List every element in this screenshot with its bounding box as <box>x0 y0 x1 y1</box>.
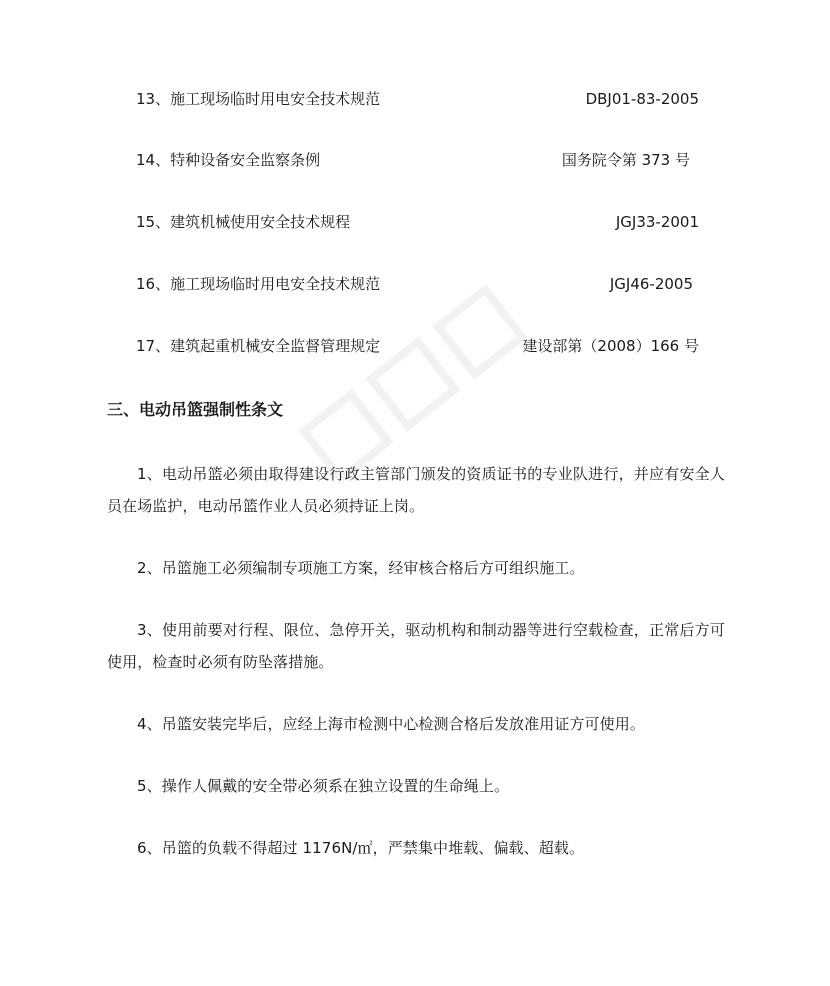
reference-code: DBJ01-83-2005 <box>585 90 699 108</box>
reference-title: 14、特种设备安全监察条例 <box>136 151 321 169</box>
reference-item <box>0 87 830 111</box>
clause-paragraph: 1、电动吊篮必须由取得建设行政主管部门颁发的资质证书的专业队进行，并应有安全人员在场监护，电动吊篮作业人员必须持证上岗。 <box>107 465 725 515</box>
reference-title: 16、施工现场临时用电安全技术规范 <box>136 275 381 293</box>
reference-item <box>0 334 830 358</box>
reference-code: JGJ33-2001 <box>615 213 699 231</box>
clause-paragraph: 3、使用前要对行程、限位、急停开关，驱动机构和制动器等进行空载检查，正常后方可使用，检查时必须有防坠落措施。 <box>107 621 725 671</box>
reference-title: 17、建筑起重机械安全监督管理规定 <box>136 337 381 355</box>
reference-title: 13、施工现场临时用电安全技术规范 <box>136 90 381 108</box>
section-heading: 三、电动吊篮强制性条文 <box>107 400 284 419</box>
reference-code: 建设部第（2008）166 号 <box>522 337 699 355</box>
reference-code: 国务院令第 373 号 <box>561 151 690 169</box>
reference-item <box>0 210 830 234</box>
reference-item <box>0 148 830 172</box>
clause-paragraph: 5、操作人佩戴的安全带必须系在独立设置的生命绳上。 <box>137 777 510 795</box>
clause-paragraph: 4、吊篮安装完毕后，应经上海市检测中心检测合格后发放准用证方可使用。 <box>137 715 645 733</box>
clause-paragraph: 6、吊篮的负载不得超过 1176N/㎡，严禁集中堆载、偏载、超载。 <box>137 839 585 857</box>
reference-item <box>0 272 830 296</box>
reference-code: JGJ46-2005 <box>609 275 693 293</box>
clause-paragraph: 2、吊篮施工必须编制专项施工方案，经审核合格后方可组织施工。 <box>137 559 585 577</box>
reference-title: 15、建筑机械使用安全技术规程 <box>136 213 351 231</box>
